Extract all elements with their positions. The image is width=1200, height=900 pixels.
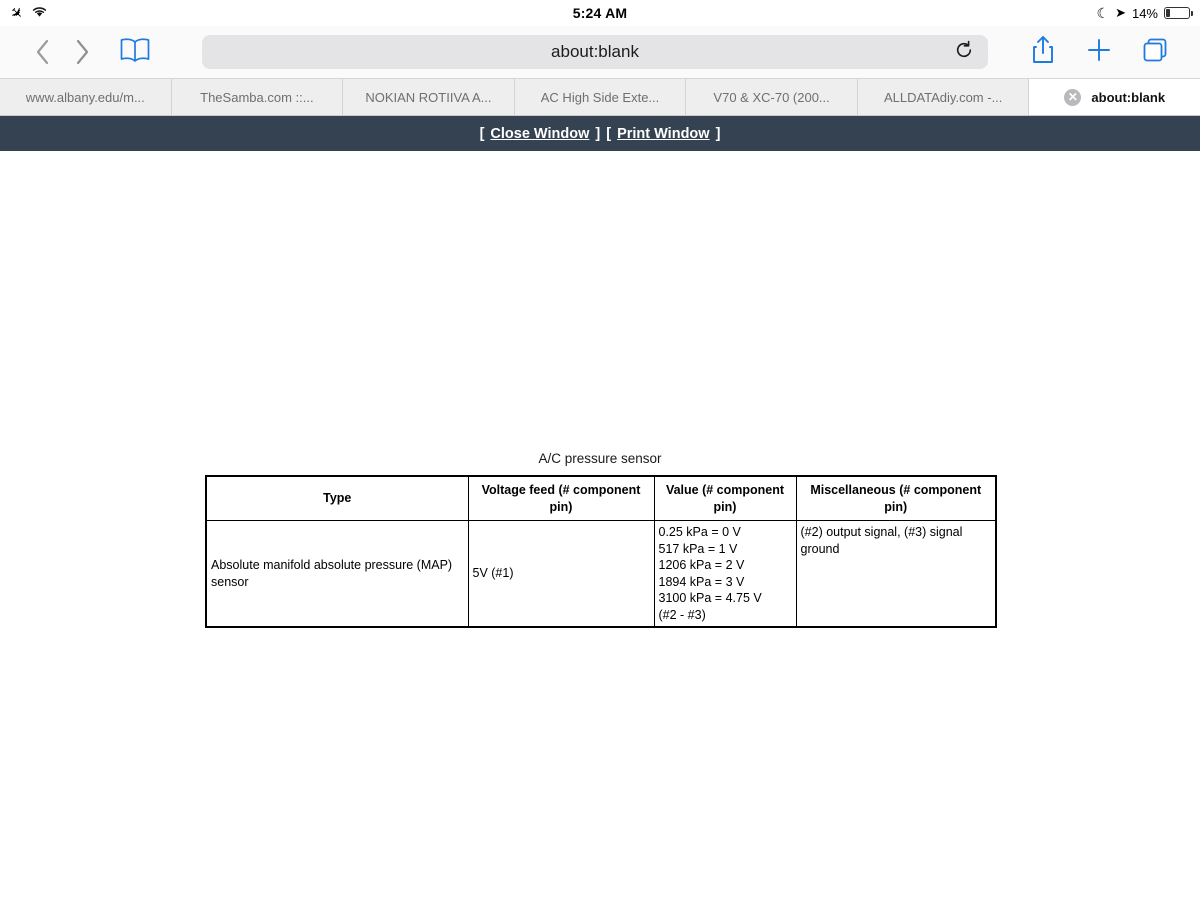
location-arrow-icon: ➤ — [1115, 5, 1126, 20]
column-header-voltage-feed: Voltage feed (# component pin) — [468, 476, 654, 521]
value-line-4: 1894 kPa = 3 V — [658, 574, 745, 589]
table-header-row — [206, 476, 996, 521]
tab-0[interactable] — [0, 79, 172, 115]
back-button[interactable] — [22, 32, 62, 72]
address-bar-text: about:blank — [551, 42, 639, 61]
document-title: A/C pressure sensor — [538, 451, 662, 466]
airplane-mode-icon: ✈ — [5, 2, 27, 24]
browser-toolbar — [0, 26, 1200, 78]
do-not-disturb-moon-icon: ☾ — [1096, 4, 1110, 21]
close-window-link[interactable]: Close Window — [490, 125, 590, 142]
close-icon[interactable]: ✕ — [1064, 89, 1081, 106]
tab-label: V70 & XC-70 (200... — [713, 89, 830, 105]
tab-label: TheSamba.com ::... — [200, 89, 314, 105]
column-header-type: Type — [206, 476, 468, 521]
value-line-5: 3100 kPa = 4.75 V — [658, 591, 762, 605]
value-line-1: 0.25 kPa = 0 V — [658, 525, 741, 539]
cell-type: Absolute manifold absolute pressure (MAP) sensor — [206, 521, 468, 628]
cell-voltage-feed: 5V (#1) — [468, 521, 654, 628]
tabs-icon — [1141, 36, 1169, 69]
status-bar-right — [1097, 5, 1191, 22]
bracket-close-2: ] — [715, 125, 721, 142]
table-row — [206, 521, 996, 628]
value-line-2: 517 kPa = 1 V — [658, 541, 738, 556]
share-button[interactable] — [1020, 31, 1066, 73]
spec-table — [205, 475, 997, 628]
show-tabs-button[interactable] — [1132, 31, 1178, 73]
cell-value — [654, 521, 796, 628]
bracket-close-1: ] — [595, 125, 601, 142]
value-line-6: (#2 - #3) — [658, 607, 706, 622]
tab-label: AC High Side Exte... — [540, 89, 660, 105]
tab-label: www.albany.edu/m... — [25, 89, 145, 105]
spec-document — [205, 451, 995, 628]
tab-label: about:blank — [1091, 89, 1166, 105]
page-action-bar — [0, 116, 1200, 151]
status-bar-time: 5:24 AM — [572, 5, 628, 21]
value-line-3: 1206 kPa = 2 V — [658, 558, 745, 572]
new-tab-button[interactable] — [1076, 31, 1122, 73]
tab-strip — [0, 78, 1200, 116]
battery-percent-label: 14% — [1131, 5, 1158, 21]
tab-3[interactable] — [515, 79, 687, 115]
bracket-open-2: [ — [606, 125, 612, 142]
battery-icon — [1164, 7, 1190, 19]
bracket-open-1: [ — [479, 125, 485, 142]
print-window-link[interactable]: Print Window — [617, 125, 710, 142]
page-content — [0, 151, 1200, 843]
tab-2[interactable] — [343, 79, 515, 115]
address-bar[interactable] — [202, 35, 988, 69]
tab-label: ALLDATAdiy.com -... — [883, 89, 1003, 105]
tab-5[interactable] — [858, 79, 1030, 115]
cell-miscellaneous: (#2) output signal, (#3) signal ground — [796, 521, 996, 628]
book-icon — [118, 36, 152, 69]
column-header-miscellaneous: Miscellaneous (# component pin) — [796, 476, 996, 521]
tab-1[interactable] — [172, 79, 344, 115]
share-icon — [1031, 35, 1055, 70]
tab-4[interactable] — [686, 79, 858, 115]
forward-button[interactable] — [62, 32, 102, 72]
status-bar — [0, 0, 1200, 26]
tab-6-active[interactable] — [1029, 79, 1200, 115]
column-header-value: Value (# component pin) — [654, 476, 796, 521]
plus-icon — [1086, 37, 1112, 68]
bookmarks-button[interactable] — [112, 32, 158, 72]
reload-icon[interactable] — [954, 40, 974, 65]
tab-label: NOKIAN ROTIIVA A... — [365, 89, 492, 105]
